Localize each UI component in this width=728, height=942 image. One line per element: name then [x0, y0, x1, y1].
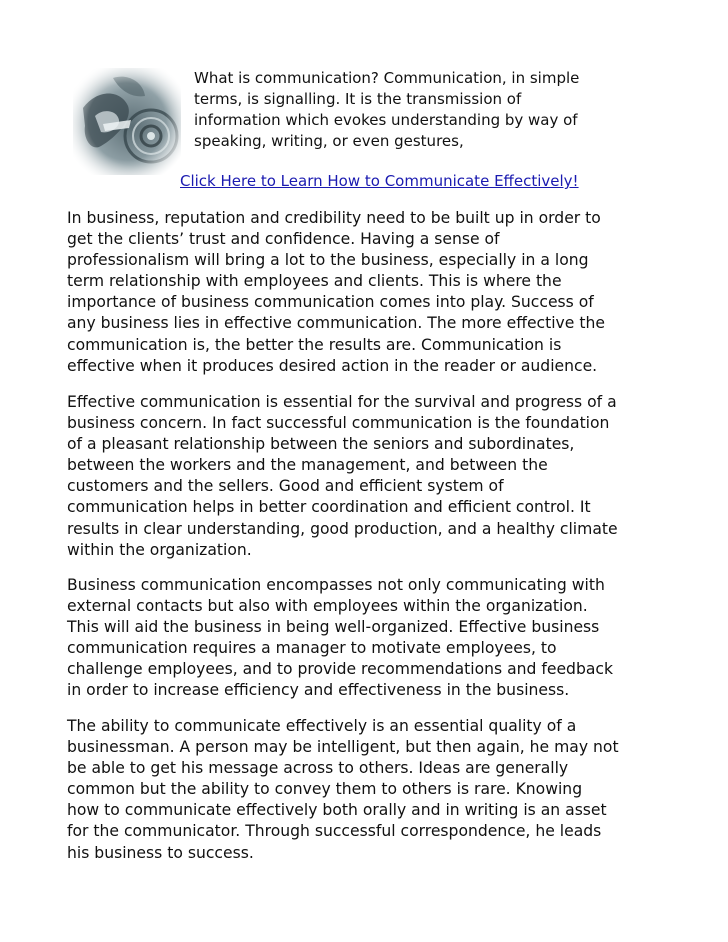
- paragraph-ability-to-communicate: The ability to communicate effectively is an essential quality of a businessman. A person may be intelligent, but then again, he may not be able to get his message across to others. Ideas are generally common but the ability to convey them to others is rare. Knowing how to communicate effectively both orally and in writing is an asset for the communicator. Through successful correspondence, he leads his business to success.: [67, 717, 619, 862]
- paragraph-reputation: In business, reputation and credibility need to be built up in order to get the clients’ trust and confidence. Having a sense of professionalism will bring a lot to the business, especially in a long term relationship with employees and clients. This is where the importance of business communication comes into play. Success of any business lies in effective communication. The more effective the communication is, the better the results are. Communication is effective when it produces desired action in the reader or audience.: [67, 209, 605, 375]
- intro-text: What is communication? Communication, in simple terms, is signalling. It is the transmission of information which evokes understanding by way of speaking, writing, or even gestures,: [194, 69, 580, 150]
- paragraph-effective-communication: Effective communication is essential for the survival and progress of a business concern. In fact successful communication is the foundation of a pleasant relationship between the seniors and subordinates, between the workers and the management, and between the customers and the sellers. Good and efficient system of communication helps in better coordination and efficient control. It results in clear understanding, good production, and a healthy climate within the organization.: [67, 393, 618, 559]
- communication-collage-image: [73, 68, 181, 175]
- communication-collage-icon: [73, 68, 181, 175]
- learn-communicate-link[interactable]: Click Here to Learn How to Communicate Effectively!: [180, 172, 579, 190]
- paragraph-business-communication: Business communication encompasses not only communicating with external contacts but also with employees within the organization. This will aid the business in being well-organized. Effective business communication requires a manager to motivate employees, to challenge employees, and to provide recommendations and feedback in order to increase efficiency and effectiveness in the business.: [67, 576, 614, 700]
